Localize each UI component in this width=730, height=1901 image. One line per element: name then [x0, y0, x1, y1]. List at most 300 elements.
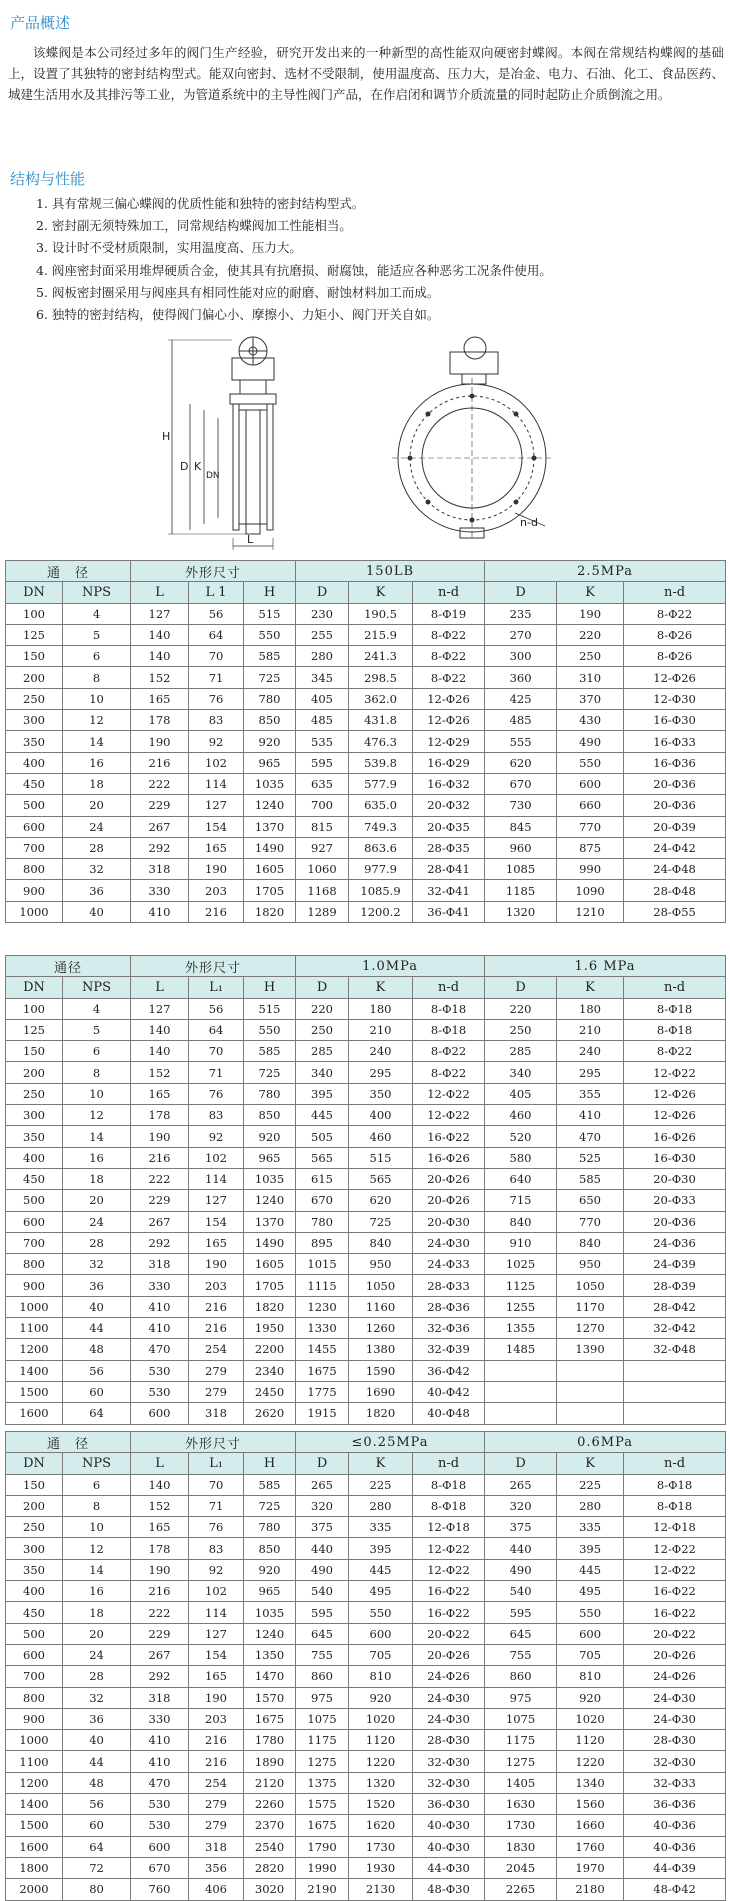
table-cell: 8-Φ22 [413, 1041, 485, 1062]
table-row [6, 1019, 726, 1040]
table-cell: 222 [131, 1602, 189, 1623]
table-cell: 540 [485, 1581, 557, 1602]
table-cell: 525 [557, 1147, 624, 1168]
column-header-cell: D [296, 1453, 349, 1474]
table-cell: 16-Φ22 [413, 1581, 485, 1602]
table-cell: 40 [63, 901, 131, 922]
table-cell: 216 [189, 901, 244, 922]
table-cell: 215.9 [349, 624, 413, 645]
dim-label-k: K [194, 460, 202, 473]
table-cell: 250 [557, 646, 624, 667]
table-cell: 705 [557, 1644, 624, 1665]
column-header-cell: n-d [624, 977, 726, 998]
table-cell: 1675 [296, 1360, 349, 1381]
table-cell: 595 [296, 1602, 349, 1623]
table-row [6, 1105, 726, 1126]
table-cell: 200 [6, 1495, 63, 1516]
table-cell: 405 [485, 1083, 557, 1104]
table-cell: 6 [63, 646, 131, 667]
table-cell: 500 [6, 795, 63, 816]
column-header-cell: L₁ [189, 1453, 244, 1474]
table-row [6, 1857, 726, 1878]
table-cell: 190 [131, 731, 189, 752]
table-cell: 125 [6, 1019, 63, 1040]
table-cell: 12-Φ22 [624, 1538, 726, 1559]
table-cell: 1015 [296, 1254, 349, 1275]
table-cell: 92 [189, 1126, 244, 1147]
table-row [6, 1815, 726, 1836]
table-cell: 265 [296, 1474, 349, 1495]
table-cell: 1200.2 [349, 901, 413, 922]
table-cell: 2260 [244, 1794, 296, 1815]
table-cell: 8 [63, 1062, 131, 1083]
table-cell: 154 [189, 1644, 244, 1665]
table-cell: 222 [131, 773, 189, 794]
table-cell: 24-Φ26 [413, 1666, 485, 1687]
table-cell: 362.0 [349, 688, 413, 709]
table-cell: 900 [6, 1708, 63, 1729]
table-cell: 36-Φ42 [413, 1360, 485, 1381]
column-header-cell: NPS [63, 582, 131, 603]
table-cell: 520 [485, 1126, 557, 1147]
table-cell: 102 [189, 1147, 244, 1168]
table-cell: 216 [189, 1296, 244, 1317]
table-cell: 152 [131, 1495, 189, 1516]
table-row [6, 998, 726, 1019]
table-row [6, 1666, 726, 1687]
table-cell: 285 [485, 1041, 557, 1062]
features-list [36, 193, 716, 326]
table-cell: 20-Φ22 [624, 1623, 726, 1644]
table-cell: 48 [63, 1339, 131, 1360]
table-cell: 279 [189, 1360, 244, 1381]
table-cell: 16 [63, 1147, 131, 1168]
table-cell: 83 [189, 1105, 244, 1126]
table-cell: 36 [63, 1708, 131, 1729]
table-cell: 190 [189, 1254, 244, 1275]
table-cell: 640 [485, 1168, 557, 1189]
table-cell: 440 [485, 1538, 557, 1559]
table-cell: 1605 [244, 1254, 296, 1275]
table-cell: 1630 [485, 1794, 557, 1815]
table-cell: 600 [6, 816, 63, 837]
table-cell: 895 [296, 1232, 349, 1253]
table-cell: 24-Φ48 [624, 859, 726, 880]
table-cell: 550 [244, 624, 296, 645]
table-cell: 32-Φ39 [413, 1339, 485, 1360]
table-cell: 178 [131, 1538, 189, 1559]
table-cell: 1240 [244, 1623, 296, 1644]
table-cell: 127 [189, 1190, 244, 1211]
table-cell: 725 [244, 1495, 296, 1516]
table-cell: 190 [189, 859, 244, 880]
table-cell: 16-Φ22 [624, 1581, 726, 1602]
column-header-cell: NPS [63, 977, 131, 998]
column-header-cell: H [244, 1453, 296, 1474]
table-cell: 1730 [349, 1836, 413, 1857]
table-cell: 318 [189, 1403, 244, 1424]
table-cell: 450 [6, 1168, 63, 1189]
table-cell: 4 [63, 603, 131, 624]
table-cell: 1790 [296, 1836, 349, 1857]
table-cell: 845 [485, 816, 557, 837]
table-cell: 16-Φ22 [624, 1602, 726, 1623]
table-cell: 8-Φ22 [413, 667, 485, 688]
table-cell: 1168 [296, 880, 349, 901]
table-cell: 12-Φ30 [624, 688, 726, 709]
table-cell: 725 [244, 667, 296, 688]
feature-item: 1. 具有常规三偏心蝶阀的优质性能和独特的密封结构型式。 [36, 196, 365, 211]
table-cell: 44 [63, 1318, 131, 1339]
spec-table-150lb-2-5mpa [5, 560, 726, 923]
table-cell: 470 [557, 1126, 624, 1147]
table-row [6, 1381, 726, 1402]
table-cell: 1175 [296, 1730, 349, 1751]
feature-item: 3. 设计时不受材质限制，实用温度高、压力大。 [36, 240, 302, 256]
table-group-header [6, 1432, 726, 1453]
table-cell: 406 [189, 1879, 244, 1900]
table-row [6, 1211, 726, 1232]
table-cell: 40-Φ48 [413, 1403, 485, 1424]
table-cell: 320 [485, 1495, 557, 1516]
table-cell: 298.5 [349, 667, 413, 688]
spec-table-1-0mpa-1-6mpa [5, 955, 726, 1425]
table-cell: 220 [557, 624, 624, 645]
table-cell: 200 [6, 1062, 63, 1083]
column-header-cell: L [131, 582, 189, 603]
table-cell: 900 [6, 1275, 63, 1296]
table-cell: 14 [63, 1126, 131, 1147]
table-cell [485, 1403, 557, 1424]
table-row [6, 1495, 726, 1516]
table-cell: 1020 [557, 1708, 624, 1729]
table-cell: 24-Φ30 [413, 1687, 485, 1708]
table-row [6, 1687, 726, 1708]
table-cell: 1050 [349, 1275, 413, 1296]
table-cell: 1820 [244, 1296, 296, 1317]
table-cell: 56 [189, 998, 244, 1019]
table-cell: 330 [131, 880, 189, 901]
table-cell: 241.3 [349, 646, 413, 667]
table-cell: 490 [485, 1559, 557, 1580]
table-cell: 920 [557, 1687, 624, 1708]
table-cell: 515 [244, 998, 296, 1019]
table-row [6, 1062, 726, 1083]
table-cell: 600 [131, 1836, 189, 1857]
table-cell: 56 [63, 1360, 131, 1381]
table-cell: 595 [485, 1602, 557, 1623]
table-cell: 24-Φ33 [413, 1254, 485, 1275]
table-cell: 114 [189, 773, 244, 794]
table-cell: 965 [244, 1581, 296, 1602]
table-cell: 975 [485, 1687, 557, 1708]
table-cell: 216 [189, 1730, 244, 1751]
table-cell: 20-Φ26 [413, 1190, 485, 1211]
table-cell: 875 [557, 837, 624, 858]
column-header-cell: L₁ [189, 977, 244, 998]
table-cell: 8-Φ26 [624, 624, 726, 645]
table-cell: 1220 [557, 1751, 624, 1772]
valve-drawing-svg [160, 328, 580, 550]
column-header-cell: K [557, 1453, 624, 1474]
table-row [6, 1623, 726, 1644]
table-cell: 539.8 [349, 752, 413, 773]
table-cell: 200 [6, 667, 63, 688]
table-row [6, 1168, 726, 1189]
table-cell: 300 [6, 1105, 63, 1126]
table-cell: 32-Φ33 [624, 1772, 726, 1793]
table-row [6, 1318, 726, 1339]
table-cell: 530 [131, 1381, 189, 1402]
table-cell: 295 [557, 1062, 624, 1083]
table-cell: 71 [189, 1062, 244, 1083]
table-cell: 535 [296, 731, 349, 752]
table-cell: 24 [63, 816, 131, 837]
table-cell: 36-Φ41 [413, 901, 485, 922]
table-row [6, 1517, 726, 1538]
table-cell: 28-Φ42 [624, 1296, 726, 1317]
table-column-header [6, 1453, 726, 1474]
table-cell: 190 [131, 1126, 189, 1147]
table-cell [485, 1360, 557, 1381]
table-cell: 8-Φ22 [624, 1041, 726, 1062]
table-cell [624, 1360, 726, 1381]
table-cell: 375 [296, 1517, 349, 1538]
table-cell: 20 [63, 1623, 131, 1644]
table-cell: 340 [485, 1062, 557, 1083]
table-cell: 1000 [6, 901, 63, 922]
table-row [6, 1360, 726, 1381]
table-cell: 125 [6, 624, 63, 645]
table-cell: 725 [349, 1211, 413, 1232]
table-cell: 225 [349, 1474, 413, 1495]
table-cell: 40-Φ30 [413, 1836, 485, 1857]
table-cell: 318 [131, 1254, 189, 1275]
overview-title: 产品概述 [10, 14, 71, 32]
table-cell: 1050 [557, 1275, 624, 1296]
table-cell: 229 [131, 1623, 189, 1644]
table-cell: 1035 [244, 1168, 296, 1189]
table-cell: 310 [557, 667, 624, 688]
table-cell: 1705 [244, 880, 296, 901]
table-cell: 1175 [485, 1730, 557, 1751]
table-cell: 20-Φ33 [624, 1190, 726, 1211]
table-cell: 1330 [296, 1318, 349, 1339]
table-cell: 340 [296, 1062, 349, 1083]
table-cell: 530 [131, 1360, 189, 1381]
table-cell: 565 [349, 1168, 413, 1189]
table-cell: 44-Φ30 [413, 1857, 485, 1878]
table-cell: 1830 [485, 1836, 557, 1857]
table-cell: 400 [349, 1105, 413, 1126]
table-cell: 20-Φ26 [624, 1644, 726, 1665]
group-header-cell: 150LB [296, 561, 485, 582]
table-cell: 515 [244, 603, 296, 624]
feature-item: 6. 独特的密封结构，使得阀门偏心小、摩擦小、力矩小、阀门开关自如。 [36, 307, 440, 323]
table-cell: 860 [296, 1666, 349, 1687]
table-cell: 102 [189, 1581, 244, 1602]
table-cell: 1570 [244, 1687, 296, 1708]
table-group-header [6, 956, 726, 977]
table-cell: 178 [131, 1105, 189, 1126]
column-header-cell: H [244, 977, 296, 998]
dim-label-dn: DN [206, 471, 220, 481]
table-cell: 700 [6, 837, 63, 858]
table-cell: 12-Φ26 [413, 710, 485, 731]
table-cell: 749.3 [349, 816, 413, 837]
table-cell: 1120 [557, 1730, 624, 1751]
table-cell: 18 [63, 1602, 131, 1623]
column-header-cell: L [131, 977, 189, 998]
table-cell: 18 [63, 1168, 131, 1189]
group-header-cell: 0.6MPa [485, 1432, 726, 1453]
table-cell: 645 [296, 1623, 349, 1644]
table-cell: 203 [189, 880, 244, 901]
table-cell: 500 [6, 1190, 63, 1211]
features-title: 结构与性能 [10, 170, 86, 188]
table-cell: 12-Φ26 [413, 688, 485, 709]
table-cell: 16 [63, 1581, 131, 1602]
table-cell: 470 [131, 1772, 189, 1793]
table-cell: 279 [189, 1381, 244, 1402]
table-cell: 400 [6, 1147, 63, 1168]
table-cell: 577.9 [349, 773, 413, 794]
table-cell: 28-Φ36 [413, 1296, 485, 1317]
table-cell: 150 [6, 1474, 63, 1495]
table-cell: 1690 [349, 1381, 413, 1402]
table-cell: 100 [6, 998, 63, 1019]
table-cell: 250 [485, 1019, 557, 1040]
table-row [6, 688, 726, 709]
table-cell: 28-Φ35 [413, 837, 485, 858]
table-cell: 1075 [485, 1708, 557, 1729]
table-cell: 127 [131, 998, 189, 1019]
column-header-cell: DN [6, 1453, 63, 1474]
table-cell: 28 [63, 837, 131, 858]
table-cell: 190 [189, 1687, 244, 1708]
table-cell: 265 [485, 1474, 557, 1495]
table-cell: 18 [63, 773, 131, 794]
table-cell: 8 [63, 1495, 131, 1516]
table-cell: 32 [63, 1687, 131, 1708]
table-cell: 2190 [296, 1879, 349, 1900]
table-cell: 1275 [296, 1751, 349, 1772]
table-cell: 1455 [296, 1339, 349, 1360]
table-cell: 356 [189, 1857, 244, 1878]
table-cell: 2340 [244, 1360, 296, 1381]
table-cell: 2130 [349, 1879, 413, 1900]
table-cell: 318 [131, 859, 189, 880]
table-cell: 16-Φ32 [413, 773, 485, 794]
table-cell: 12-Φ26 [624, 1105, 726, 1126]
table-cell: 318 [131, 1687, 189, 1708]
table-cell: 32-Φ30 [624, 1751, 726, 1772]
table-cell: 975 [296, 1687, 349, 1708]
dim-label-h: H [162, 430, 171, 443]
column-header-cell: D [485, 977, 557, 998]
table-row [6, 667, 726, 688]
table-cell: 20-Φ26 [413, 1168, 485, 1189]
column-header-cell: n-d [413, 977, 485, 998]
table-cell: 1730 [485, 1815, 557, 1836]
table-cell: 505 [296, 1126, 349, 1147]
table-row [6, 1751, 726, 1772]
table-cell: 1060 [296, 859, 349, 880]
table-cell: 70 [189, 1474, 244, 1495]
table-row [6, 859, 726, 880]
table-cell: 1390 [557, 1339, 624, 1360]
table-cell: 24-Φ42 [624, 837, 726, 858]
table-cell: 1085 [485, 859, 557, 880]
table-row [6, 1083, 726, 1104]
table-cell: 24-Φ30 [624, 1687, 726, 1708]
table-cell: 60 [63, 1815, 131, 1836]
table-cell: 1930 [349, 1857, 413, 1878]
feature-item: 2. 密封副无须特殊加工，同常规结构蝶阀加工性能相当。 [36, 218, 352, 234]
table-cell: 700 [6, 1232, 63, 1253]
table-cell: 48 [63, 1772, 131, 1793]
table-cell: 760 [131, 1879, 189, 1900]
table-cell: 1590 [349, 1360, 413, 1381]
table-cell: 600 [6, 1211, 63, 1232]
table-cell: 240 [349, 1041, 413, 1062]
table-cell: 1970 [557, 1857, 624, 1878]
table-cell: 80 [63, 1879, 131, 1900]
table-cell: 152 [131, 1062, 189, 1083]
table-cell: 2265 [485, 1879, 557, 1900]
table-cell: 705 [349, 1644, 413, 1665]
table-cell: 330 [131, 1275, 189, 1296]
table-cell: 500 [6, 1623, 63, 1644]
table-cell: 1185 [485, 880, 557, 901]
column-header-cell: K [349, 977, 413, 998]
table-cell: 235 [485, 603, 557, 624]
table-row [6, 816, 726, 837]
table-cell: 12-Φ29 [413, 731, 485, 752]
table-cell: 1240 [244, 795, 296, 816]
table-cell: 780 [244, 688, 296, 709]
table-cell: 600 [349, 1623, 413, 1644]
table-row [6, 1836, 726, 1857]
table-row [6, 624, 726, 645]
column-header-cell: K [349, 1453, 413, 1474]
table-cell: 220 [296, 998, 349, 1019]
table-cell: 2820 [244, 1857, 296, 1878]
table-cell: 1500 [6, 1815, 63, 1836]
table-row [6, 1147, 726, 1168]
table-cell: 24-Φ30 [413, 1708, 485, 1729]
table-cell: 335 [349, 1517, 413, 1538]
table-cell: 255 [296, 624, 349, 645]
table-cell: 1800 [6, 1857, 63, 1878]
table-cell: 267 [131, 1644, 189, 1665]
table-cell: 280 [349, 1495, 413, 1516]
table-cell: 1600 [6, 1836, 63, 1857]
table-cell: 32-Φ36 [413, 1318, 485, 1339]
table-cell: 600 [557, 1623, 624, 1644]
column-header-cell: D [296, 977, 349, 998]
table-cell: 800 [6, 1687, 63, 1708]
table-cell: 800 [6, 1254, 63, 1275]
group-header-cell: 通 径 [6, 1432, 131, 1453]
table-cell: 770 [557, 1211, 624, 1232]
table-cell: 370 [557, 688, 624, 709]
table-cell: 800 [6, 859, 63, 880]
table-cell: 920 [244, 1559, 296, 1580]
table-cell: 154 [189, 1211, 244, 1232]
table-cell: 16-Φ30 [624, 710, 726, 731]
table-cell: 1200 [6, 1772, 63, 1793]
